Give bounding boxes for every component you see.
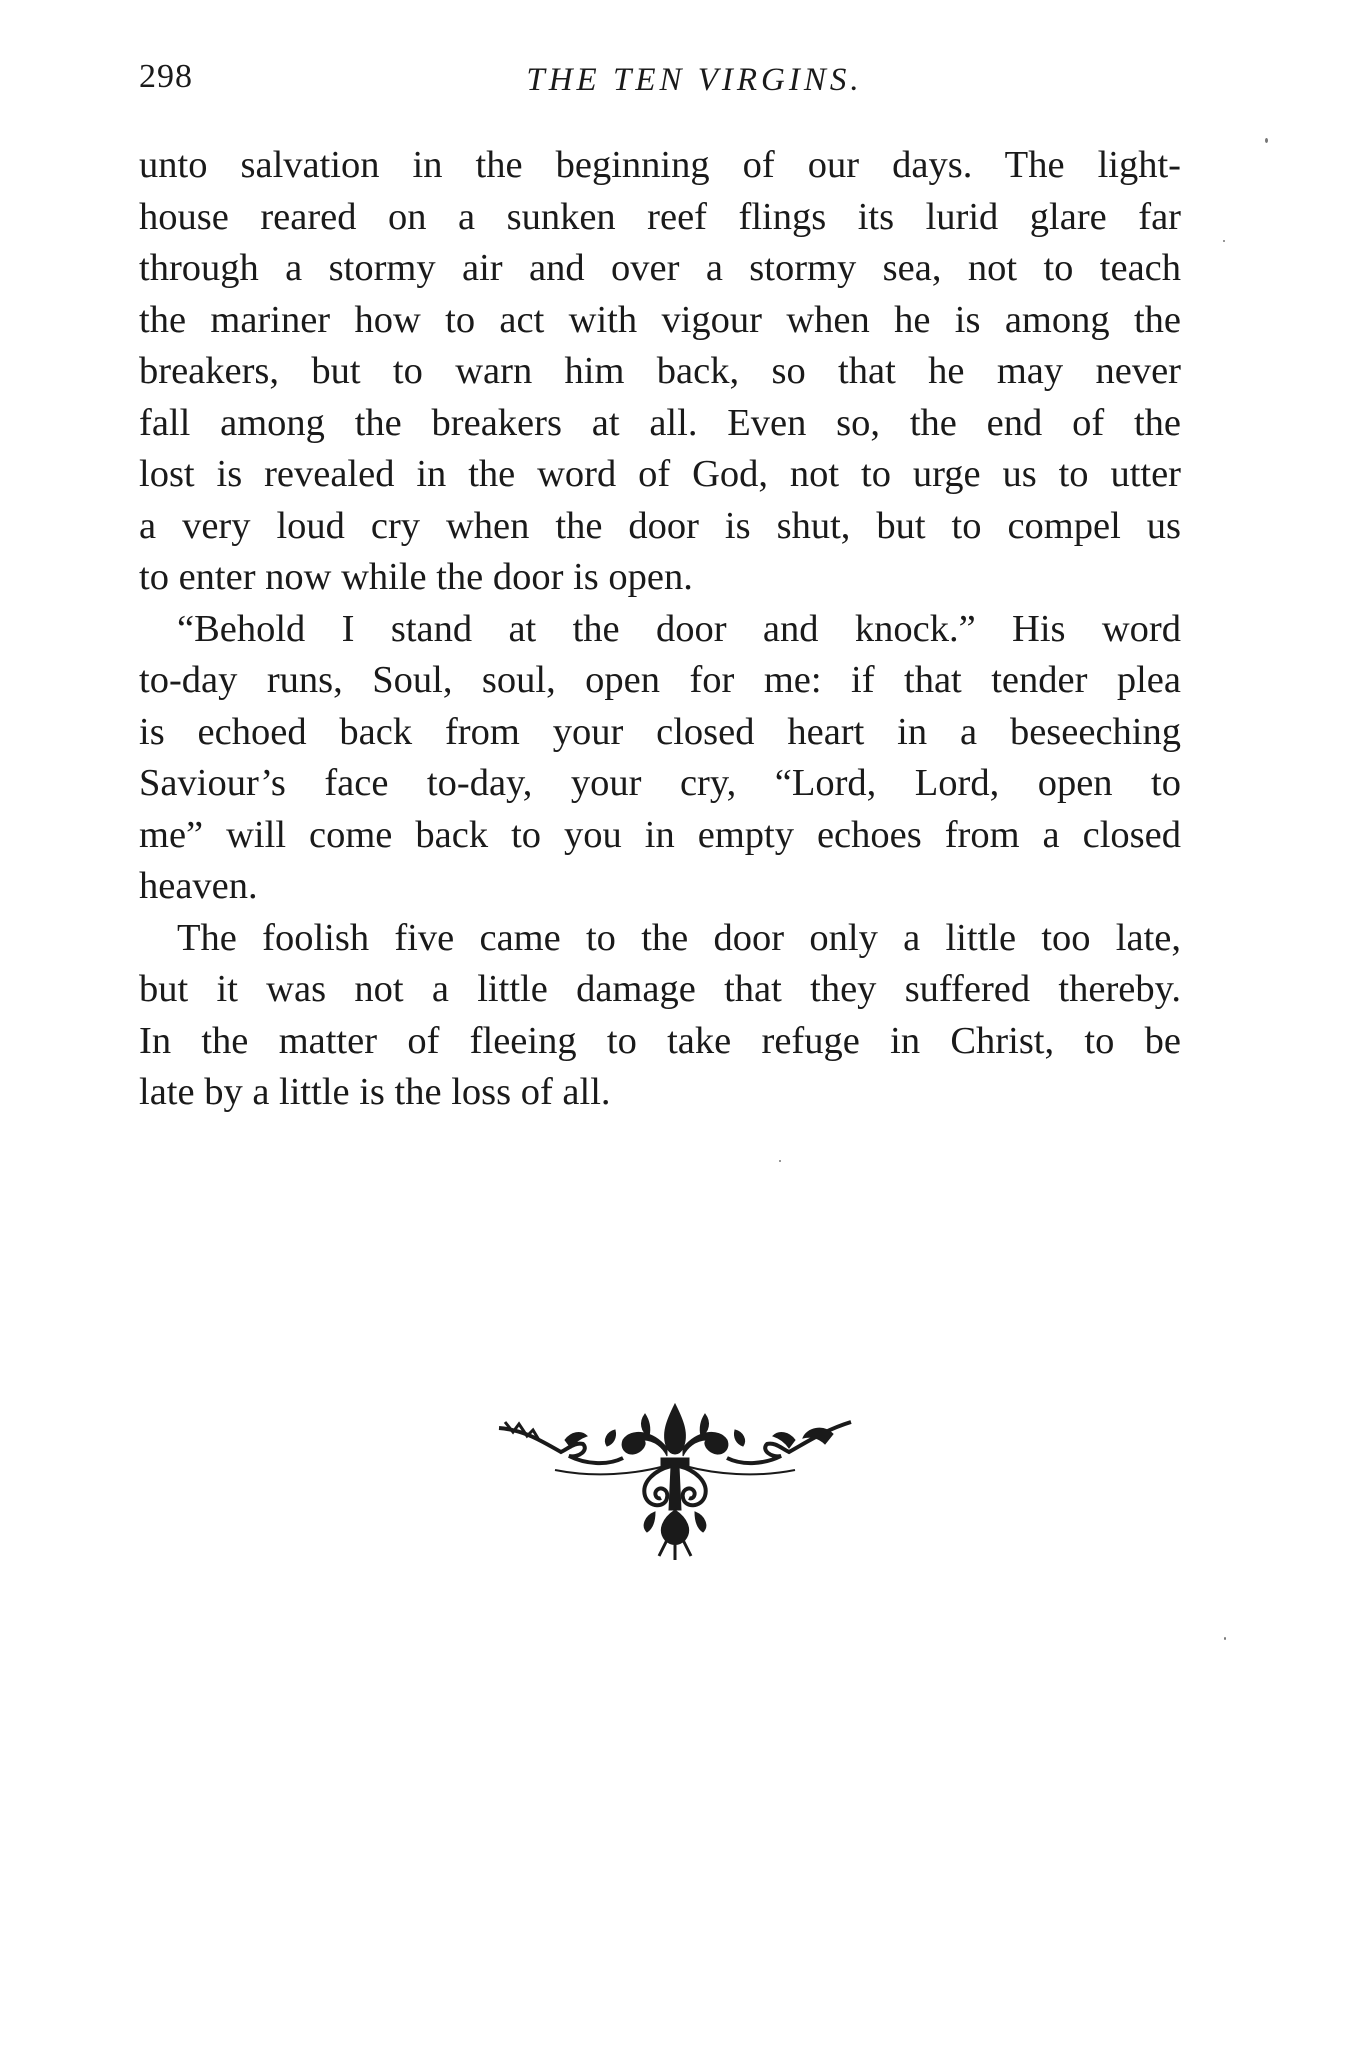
scan-speck xyxy=(1265,138,1268,143)
text-line: fall among the breakers at all. Even so, the end of the xyxy=(139,401,1181,444)
text-line: to-day runs, Soul, soul, open for me: if that tender plea xyxy=(139,659,1181,701)
scan-speck xyxy=(779,1160,781,1162)
text-line: In the matter of fleeing to take refuge in Christ, to be xyxy=(139,1019,1181,1062)
text-line: but it was not a little damage that they suffered thereby. xyxy=(139,968,1181,1010)
text-line: is echoed back from your closed heart in a beseeching xyxy=(139,710,1181,753)
paragraph-1 xyxy=(139,140,1181,604)
paragraph-2 xyxy=(139,604,1181,913)
running-title: THE TEN VIRGINS. xyxy=(526,62,863,98)
text-line: unto salvation in the beginning of our days. The light- xyxy=(139,144,1181,186)
scan-speck xyxy=(1224,1637,1226,1640)
paragraph-3 xyxy=(139,913,1181,1119)
text-line: me” will come back to you in empty echoes from a closed xyxy=(139,813,1181,856)
text-line: a very loud cry when the door is shut, but to compel us xyxy=(139,504,1181,547)
text-line: Saviour’s face to-day, your cry, “Lord, Lord, open to xyxy=(139,762,1181,804)
text-line: breakers, but to warn him back, so that he may never xyxy=(139,350,1181,392)
text-line: heaven. xyxy=(139,865,258,907)
text-line: the mariner how to act with vigour when he is among the xyxy=(139,298,1181,341)
body-text xyxy=(139,140,1181,1119)
text-line: to enter now while the door is open. xyxy=(139,556,693,598)
text-line: “Behold I stand at the door and knock.” His word xyxy=(177,607,1181,650)
text-line: lost is revealed in the word of God, not to urge us to utter xyxy=(139,453,1181,495)
fleur-de-lis-tailpiece-icon xyxy=(495,1400,855,1580)
text-line: The foolish five came to the door only a little too late, xyxy=(177,916,1181,959)
text-line: through a stormy air and over a stormy sea, not to teach xyxy=(139,247,1181,289)
text-line: house reared on a sunken reef flings its lurid glare far xyxy=(139,195,1181,238)
scan-speck xyxy=(1223,240,1225,242)
text-line: late by a little is the loss of all. xyxy=(139,1071,611,1113)
page-number: 298 xyxy=(139,58,193,95)
